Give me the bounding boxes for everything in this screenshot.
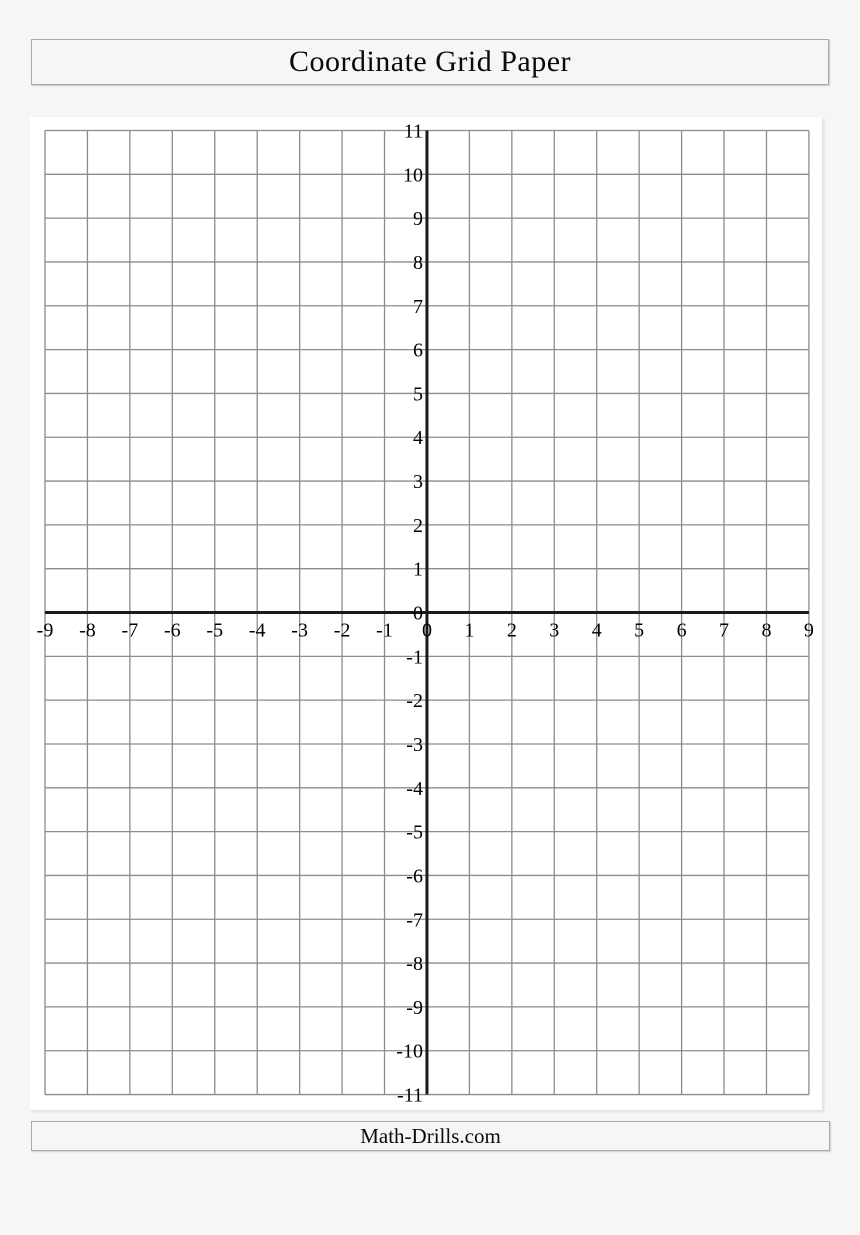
x-tick-label: -8 [79,619,96,642]
x-tick-label: 1 [464,619,475,642]
x-tick-label: 4 [591,619,602,642]
x-tick-label: -4 [248,619,266,642]
y-tick-label: 1 [412,558,423,581]
y-tick-label: -11 [397,1084,423,1107]
coordinate-grid-svg [30,117,822,1110]
y-tick-label: 4 [412,427,423,450]
y-tick-label: -9 [406,996,423,1019]
y-tick-label: 7 [412,295,423,318]
y-tick-label: 9 [412,208,423,231]
x-tick-label: -9 [36,619,54,642]
y-tick-label: 5 [412,383,423,406]
x-tick-label: -5 [206,619,224,642]
y-tick-label: 8 [412,251,423,274]
y-tick-label: 10 [402,164,423,187]
y-tick-label: -8 [406,953,423,976]
x-tick-label: -6 [163,619,181,642]
x-tick-label: -7 [121,619,139,642]
x-tick-label: -1 [376,619,393,642]
x-tick-label: -3 [291,619,308,642]
y-tick-label: 3 [412,471,423,494]
y-tick-label: -2 [406,690,423,713]
x-tick-label: 0 [421,619,432,642]
y-tick-label: -7 [406,909,423,932]
page-title: Coordinate Grid Paper [288,45,572,78]
title-box [31,39,829,85]
footer-box [31,1121,830,1151]
x-tick-label: 5 [634,619,645,642]
x-tick-label: 3 [549,619,560,642]
x-tick-label: 6 [676,619,687,642]
x-tick-label: 7 [719,619,730,642]
y-tick-label: -10 [396,1040,423,1063]
y-tick-label: -3 [406,733,423,756]
grid-paper [30,117,822,1110]
y-tick-label: 11 [403,120,423,143]
x-tick-label: 8 [761,619,772,642]
y-tick-label: -5 [406,821,423,844]
y-tick-label: -6 [406,865,423,888]
x-tick-label: -2 [333,619,351,642]
x-tick-label: 2 [506,619,517,642]
x-tick-label: 9 [803,619,814,642]
y-tick-label: -4 [406,777,423,800]
y-tick-label: 0 [412,602,423,625]
footer-label: Math-Drills.com [360,1123,501,1148]
y-tick-label: -1 [406,646,423,669]
y-tick-label: 2 [412,514,423,537]
y-tick-label: 6 [412,339,423,362]
